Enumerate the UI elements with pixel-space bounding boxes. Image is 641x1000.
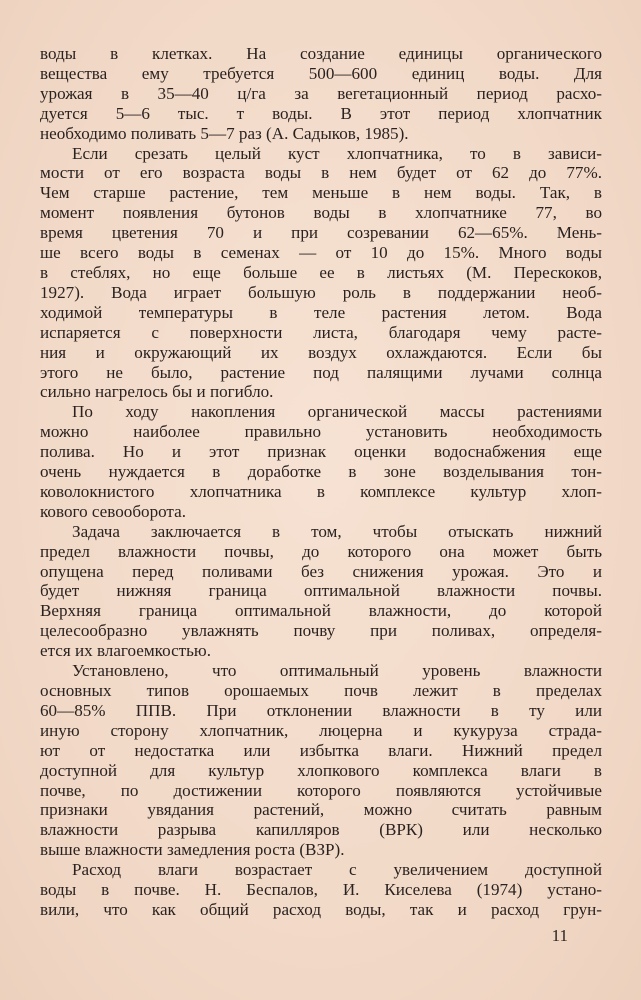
text-line: мости от его возраста воды в нем будет от 62 до 77%. [40,163,602,183]
text-line: будет нижняя граница оптимальной влажности почвы. [40,581,602,601]
text-line: Задача заключается в том, чтобы отыскать нижний [72,521,602,541]
text-line: признаки увядания растений, можно считать равным [40,800,602,820]
text-line: основных типов орошаемых почв лежит в пределах [40,681,602,700]
text-line: Верхняя граница оптимальной влажности, до которой [40,601,602,621]
text-line: воды в клетках. На создание единицы органического [40,44,602,63]
text-line: кового севооборота. [40,501,186,521]
text-line: Расход влаги возрастает с увеличением доступной [72,860,602,880]
text-line: 60—85% ППВ. При отклонении влажности в ту или [40,700,602,720]
text-line: Если срезать целый куст хлопчатника, то в зависи- [72,143,602,163]
text-line: ют от недостатка или избытка влаги. Нижний предел [40,740,602,760]
paragraph [40,144,602,403]
text-line: испаряется с поверхности листа, благодаря чему расте- [40,322,602,342]
paragraph [40,44,602,144]
text-line: почве, по достижении которого появляются устойчивые [40,780,602,800]
text-line: воды в почве. Н. Беспалов, И. Киселева (1974) устано- [40,880,602,900]
text-line: урожая в 35—40 ц/га за вегетационный период расхо- [40,83,602,103]
text-line: целесообразно увлажнять почву при поливах, определя- [40,621,602,641]
text-line: момент появления бутонов воды в хлопчатнике 77, во [40,203,602,223]
text-line: полива. Но и этот признак оценки водоснабжения еще [40,442,602,462]
text-line: Установлено, что оптимальный уровень влажности [72,661,602,681]
text-line: ния и окружающий их воздух охлаждаются. Если бы [40,342,602,362]
text-line: дуется 5—6 тыс. т воды. В этот период хлопчатник [40,103,602,123]
text-line: иную сторону хлопчатник, люцерна и кукуруза страда- [40,720,602,740]
paragraph [40,860,602,920]
text-line: сильно нагрелось бы и погибло. [40,382,274,402]
text-line: этого не было, растение под палящими лучами солнца [40,362,602,382]
text-line: можно наиболее правильно установить необходимость [40,422,602,442]
text-line: ется их влагоемкостью. [40,641,211,661]
page-number: 11 [551,926,568,945]
text-line: ходимой температуры в теле растения летом. Вода [40,302,602,322]
text-line: вили, что как общий расход воды, так и расход грун- [40,899,602,919]
text-line: время цветения 70 и при созревании 62—65%. Мень- [40,223,602,243]
text-line: ше всего воды в семенах — от 10 до 15%. Много воды [40,243,602,263]
text-line: влажности разрыва капилляров (ВРК) или несколько [40,820,602,840]
text-line: коволокнистого хлопчатника в комплексе культур хлоп- [40,481,602,501]
text-line: 1927). Вода играет большую роль в поддержании необ- [40,282,602,302]
text-line: предел влажности почвы, до которого она может быть [40,541,602,561]
text-line: вещества ему требуется 500—600 единиц воды. Для [40,63,602,83]
paragraph [40,661,602,860]
text-line: выше влажности замедления роста (ВЗР). [40,840,345,860]
text-line: необходимо поливать 5—7 раз (А. Садыков, 1985). [40,123,409,143]
text-line: Чем старше растение, тем меньше в нем воды. Так, в [40,183,602,203]
paragraph [40,402,602,521]
text-line: По ходу накопления органической массы растениями [72,402,602,422]
text-line: очень нуждается в доработке в зоне возделывания тон- [40,462,602,482]
text-line: в стеблях, но еще больше ее в листьях (М. Перескоков, [40,262,602,282]
text-line: доступной для культур хлопкового комплекса влаги в [40,760,602,780]
paragraph [40,522,602,661]
text-line: опущена перед поливами без снижения урожая. Это и [40,561,602,581]
body-text [40,44,602,920]
